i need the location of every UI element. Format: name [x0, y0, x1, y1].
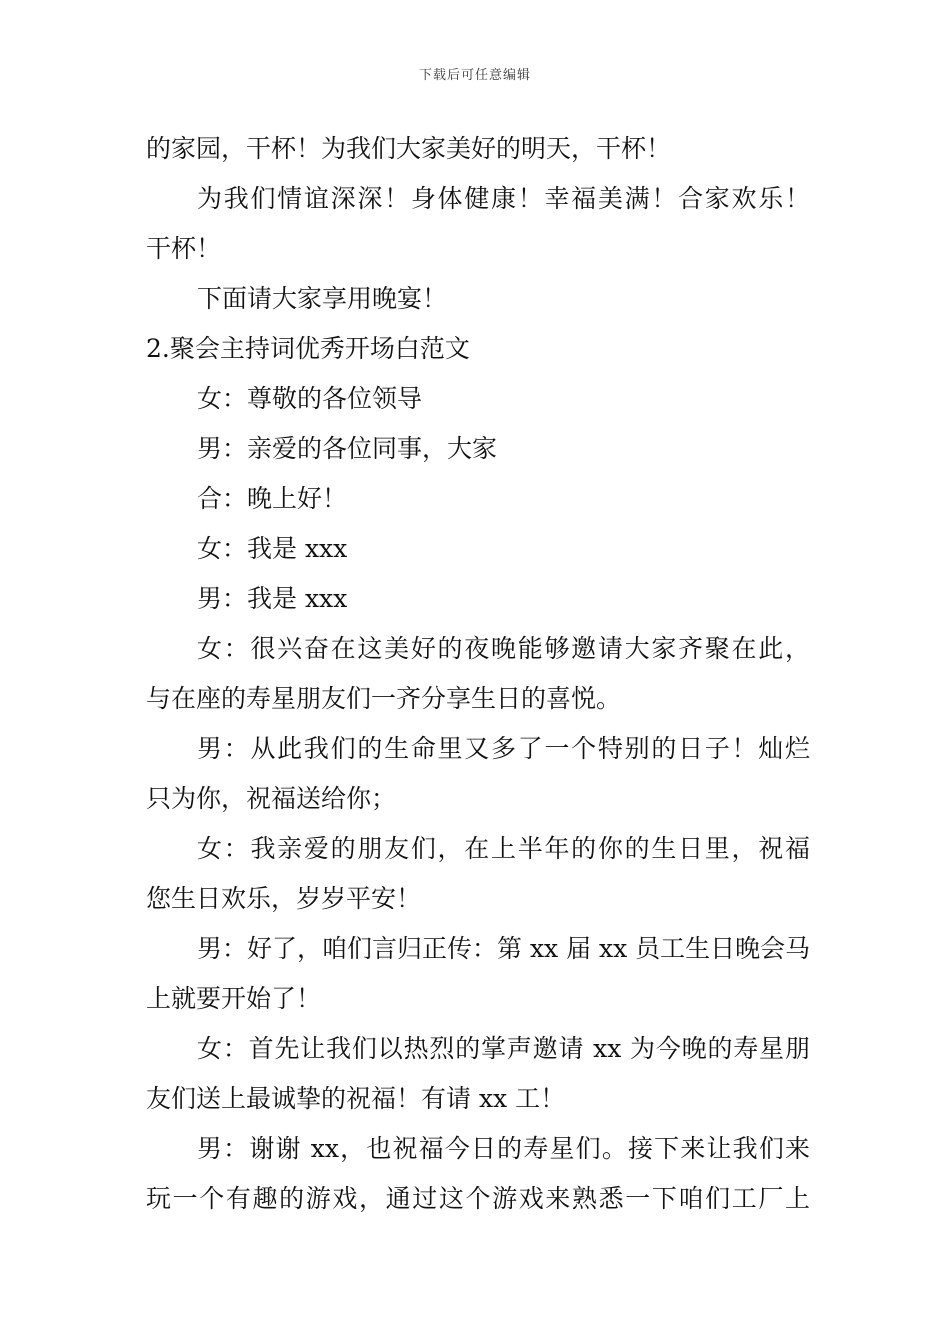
text-line: 与在座的寿星朋友们一齐分享生日的喜悦。 — [146, 684, 622, 713]
text-line: 男：谢谢 xx，也祝福今日的寿星们。接下来让我们来 — [197, 1134, 810, 1163]
page-header: 下载后可任意编辑 — [418, 68, 531, 83]
text-line: 您生日欢乐，岁岁平安！ — [146, 884, 422, 913]
text-line: 只为你，祝福送给你； — [146, 784, 397, 813]
text-line: 合：晚上好！ — [197, 484, 348, 513]
text-line: 女：我亲爱的朋友们，在上半年的你的生日里，祝福 — [197, 834, 810, 863]
text-line: 玩一个有趣的游戏，通过这个游戏来熟悉一下咱们工厂上 — [146, 1184, 810, 1213]
text-line: 为我们情谊深深！身体健康！幸福美满！合家欢乐！ — [197, 184, 810, 213]
text-line: 男：从此我们的生命里又多了一个特别的日子！灿烂 — [197, 734, 810, 763]
text-line: 干杯！ — [146, 234, 222, 263]
text-line: 2.聚会主持词优秀开场白范文 — [146, 334, 470, 363]
document-body — [146, 124, 810, 1224]
text-line: 女：很兴奋在这美好的夜晚能够邀请大家齐聚在此， — [197, 634, 810, 663]
text-line: 女：我是 xxx — [197, 534, 348, 563]
text-line: 的家园，干杯！为我们大家美好的明天，干杯！ — [146, 134, 672, 163]
text-line: 男：我是 xxx — [197, 584, 348, 613]
text-line: 上就要开始了！ — [146, 984, 322, 1013]
text-line: 下面请大家享用晚宴！ — [197, 284, 448, 313]
text-line: 男：好了，咱们言归正传：第 xx 届 xx 员工生日晚会马 — [197, 934, 811, 963]
text-line: 男：亲爱的各位同事，大家 — [197, 434, 498, 463]
text-line: 女：首先让我们以热烈的掌声邀请 xx 为今晚的寿星朋 — [197, 1034, 810, 1063]
text-line: 友们送上最诚挚的祝福！有请 xx 工！ — [146, 1084, 566, 1113]
text-line: 女：尊敬的各位领导 — [197, 384, 423, 413]
